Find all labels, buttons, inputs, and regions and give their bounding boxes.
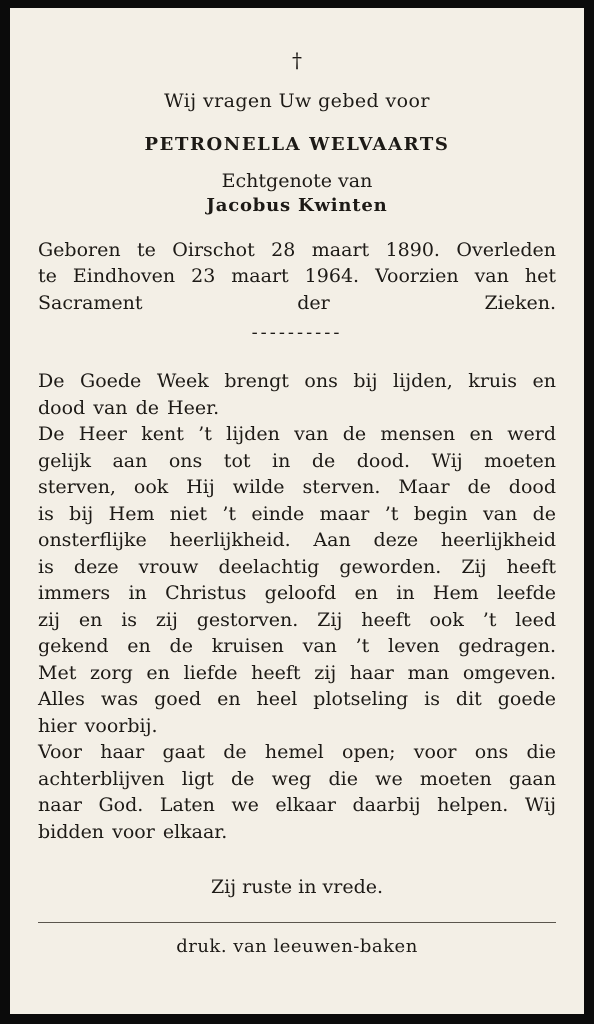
divider [38,922,556,923]
meditation-line: achterblijven ligt de weg die we moeten gaan [38,767,556,790]
meditation-line: onsterflijke heerlijkheid. Aan deze heerlijkheid [38,529,556,551]
vitals-line: Geboren te Oirschot 28 maart 1890. Overleden [38,239,556,261]
meditation-line: Met zorg en liefde heeft zij haar man omgeven. [38,661,556,684]
meditation-line: is deze vrouw deelachtig geworden. Zij heeft [38,555,556,578]
meditation-line: Voor haar gaat de hemel open; voor ons die [38,741,556,763]
separator: ---------- [251,322,343,343]
meditation-line: Alles was goed en heel plotseling is dit goede [38,688,556,710]
meditation-line: hier voorbij. [38,714,158,737]
spouse-name: Jacobus Kwinten [206,195,388,216]
vitals-line: Sacrament der Zieken. [38,291,556,314]
memorial-card [10,8,584,1014]
meditation-line: immers in Christus geloofd en in Hem leefde [38,582,556,604]
printer-credit: druk. van leeuwen-baken [176,936,418,957]
cross-icon: † [292,48,302,72]
meditation-line: bidden voor elkaar. [38,820,228,843]
meditation-line: De Goede Week brengt ons bij lijden, kruis en [38,370,556,392]
prayer-request: Wij vragen Uw gebed voor [164,90,430,112]
deceased-name: PETRONELLA WELVAARTS [144,134,450,155]
meditation-line: De Heer kent ’t lijden van de mensen en werd [38,423,556,445]
meditation-text [38,368,556,845]
meditation-line: sterven, ook Hij wilde sterven. Maar de dood [38,476,556,498]
spouse-label: Echtgenote van [221,170,373,192]
meditation-line: gekend en de kruisen van ’t leven gedragen. [38,635,556,657]
meditation-line: naar God. Laten we elkaar daarbij helpen. Wij [38,794,556,816]
meditation-line: zij en is zij gestorven. Zij heeft ook ’t leed [38,608,556,631]
vitals-line: te Eindhoven 23 maart 1964. Voorzien van het [38,265,556,288]
meditation-line: is bij Hem niet ’t einde maar ’t begin van de [38,502,556,525]
closing-line: Zij ruste in vrede. [210,876,384,898]
meditation-line: gelijk aan ons tot in de dood. Wij moeten [38,449,556,472]
meditation-line: dood van de Heer. [38,396,220,419]
vital-details [38,237,556,316]
